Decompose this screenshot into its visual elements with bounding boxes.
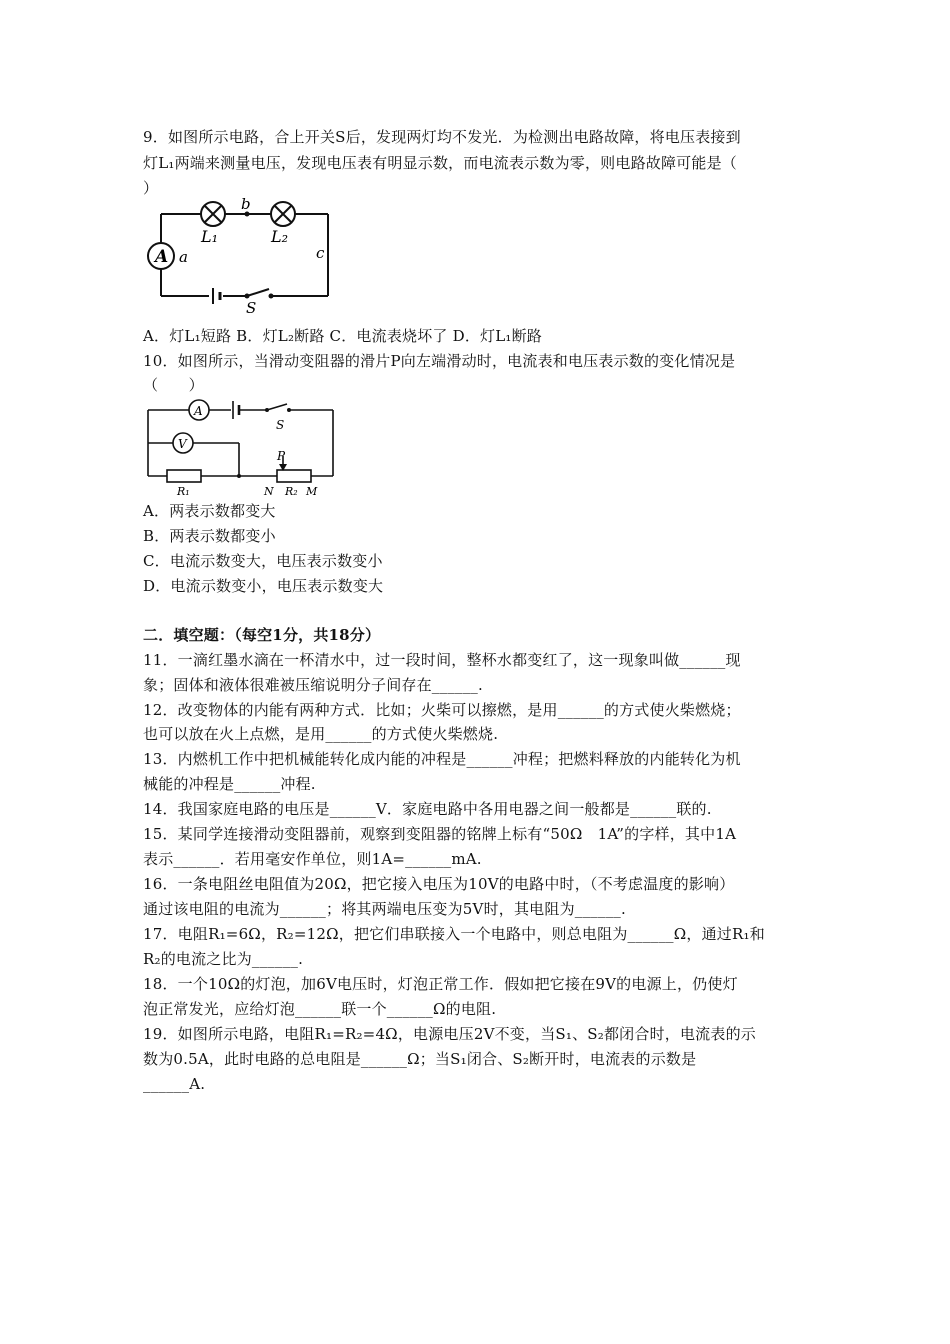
s2-line-10: 16．一条电阻丝电阻值为20Ω，把它接入电压为10V的电路中时，（不考虑温度的影响） — [143, 875, 735, 893]
q10-circuit-diagram — [143, 398, 343, 496]
q10-n-label: N — [264, 485, 274, 498]
q10-r2-label: R₂ — [285, 485, 298, 498]
q9-line-2: 灯L₁两端来测量电压，发现电压表有明显示数，而电流表示数为零，则电路故障可能是（ — [143, 154, 737, 172]
q9-point-a-label: a — [179, 248, 188, 266]
q9-point-b-label: b — [241, 195, 251, 213]
s2-line-1: 11．一滴红墨水滴在一杯清水中，过一段时间，整杯水都变红了，这一现象叫做______现 — [143, 651, 741, 669]
s2-line-8: 15．某同学连接滑动变阻器前，观察到变阻器的铭牌上标有“50Ω 1A”的字样，其中1A — [143, 825, 737, 843]
q9-switch-label: S — [246, 299, 257, 317]
q9-options: A．灯L₁短路 B．灯L₂断路 C．电流表烧坏了 D．灯L₁断路 — [143, 327, 542, 345]
s2-line-15: 泡正常发光，应给灯泡______联一个______Ω的电阻. — [143, 1000, 497, 1018]
q9-line-3: ） — [143, 179, 159, 197]
q10-option-b: B．两表示数都变小 — [143, 527, 276, 545]
q9-point-c-label: c — [316, 244, 325, 262]
q10-m-label: M — [306, 485, 318, 498]
q10-option-d: D．电流示数变小，电压表示数变大 — [143, 577, 384, 595]
s2-line-7: 14．我国家庭电路的电压是______V．家庭电路中各用电器之间一般都是______联的. — [143, 800, 712, 818]
s2-line-16: 19．如图所示电路，电阻R₁=R₂=4Ω，电源电压2V不变，当S₁、S₂都闭合时，电流表的示 — [143, 1025, 756, 1043]
q10-r1-label: R₁ — [177, 485, 190, 498]
s2-line-3: 12．改变物体的内能有两种方式．比如；火柴可以擦燃，是用______的方式使火柴燃烧； — [143, 701, 741, 719]
q9-circuit-diagram — [143, 195, 333, 317]
q10-voltmeter-label: V — [178, 437, 187, 451]
s2-line-2: 象；固体和液体很难被压缩说明分子间存在______. — [143, 676, 483, 694]
s2-line-13: R₂的电流之比为______. — [143, 950, 304, 968]
q9-lamp2-label: L₂ — [271, 227, 289, 246]
s2-line-5: 13．内燃机工作中把机械能转化成内能的冲程是______冲程；把燃料释放的内能转化为机 — [143, 750, 741, 768]
q10-line-2: （ ） — [143, 376, 204, 394]
s2-line-11: 通过该电阻的电流为______；将其两端电压变为5V时，其电阻为______. — [143, 900, 626, 918]
s2-line-9: 表示______．若用毫安作单位，则1A=______mA. — [143, 850, 482, 868]
q10-ammeter-label: A — [194, 404, 203, 418]
s2-line-14: 18．一个10Ω的灯泡，加6V电压时，灯泡正常工作．假如把它接在9V的电源上，仍使灯 — [143, 975, 738, 993]
q10-option-a: A．两表示数都变大 — [143, 502, 276, 520]
s2-line-12: 17．电阻R₁=6Ω，R₂=12Ω，把它们串联接入一个电路中，则总电阻为______Ω，通过R₁和 — [143, 925, 765, 943]
q10-switch-label: S — [276, 418, 285, 432]
q10-line-1: 10．如图所示，当滑动变阻器的滑片P向左端滑动时，电流表和电压表示数的变化情况是 — [143, 352, 736, 370]
q9-ammeter-label: A — [155, 247, 169, 267]
s2-line-4: 也可以放在火上点燃，是用______的方式使火柴燃烧. — [143, 725, 499, 743]
q9-lamp1-label: L₁ — [201, 227, 219, 246]
section2-heading: 二．填空题：（每空1分，共18分） — [143, 626, 381, 644]
q10-slider-label: P — [277, 449, 286, 463]
s2-line-17: 数为0.5A，此时电路的总电阻是______Ω；当S₁闭合、S₂断开时，电流表的示数是 — [143, 1050, 697, 1068]
s2-line-6: 械能的冲程是______冲程. — [143, 775, 316, 793]
q10-option-c: C．电流示数变大，电压表示数变小 — [143, 552, 383, 570]
s2-line-18: ______A. — [143, 1075, 206, 1093]
q9-line-1: 9．如图所示电路，合上开关S后，发现两灯均不发光．为检测出电路故障，将电压表接到 — [143, 128, 741, 146]
